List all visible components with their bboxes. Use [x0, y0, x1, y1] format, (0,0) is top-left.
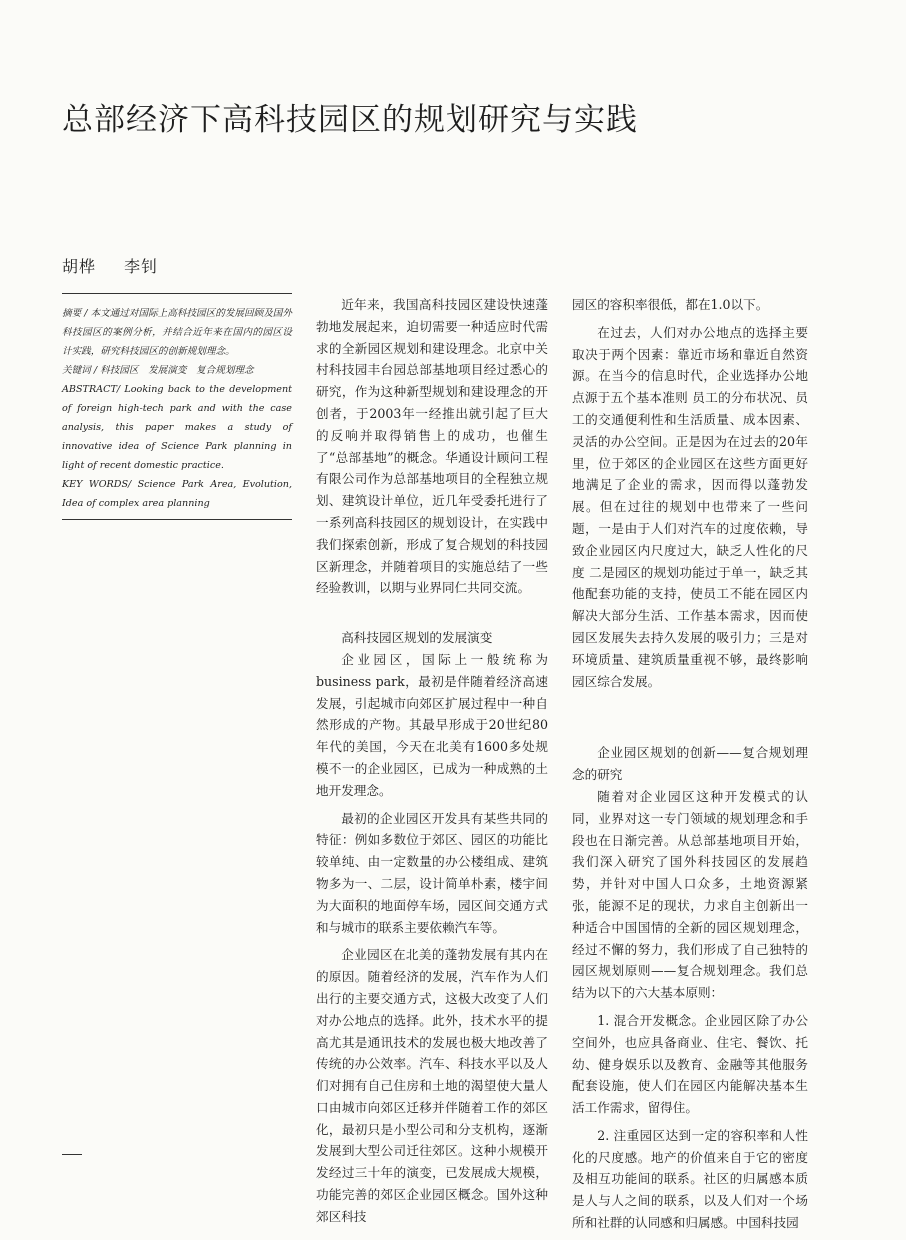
intro-paragraph: 近年来，我国高科技园区建设快速蓬勃地发展起来，迫切需要一种适应时代需求的全新园区规划和建设理念。北京中关村科技园丰台园总部基地项目经过悉心的研究，作为这种新型规划和建设理念的开创者，于2003年一经推出就引起了巨大的反响并取得销售上的成功，也催生了“总部基地”的概念。华通设计顾问工程有限公司作为总部基地项目的全程独立规划、建筑设计单位，近几年受委托进行了一系列高科技园区的规划设计，在实践中我们探索创新，形成了复合规划的科技园区新理念，并随着项目的实施总结了一些经验教训，以期与业界同仁共同交流。 [316, 297, 548, 596]
body-paragraph: 企业园区，国际上一般统称为business park，最初是伴随着经济高速发展，引起城市向郊区扩展过程中一种自然形成的产物。其最早形成于20世纪80年代的美国，今天在北美有1600多处规模不一的企业园区，已成为一种成熟的土地开发理念。 [316, 651, 548, 798]
body-paragraph: 最初的企业园区开发具有某些共同的特征：例如多数位于郊区、园区的功能比较单纯、由一定数量的办公楼组成、建筑物多为一、二层，设计简单朴素，楼宇间为大面积的地面停车场，园区间交通方式和与城市的联系主要依赖汽车等。 [316, 810, 548, 935]
body-paragraph: 2. 注重园区达到一定的容积率和人性化的尺度感。地产的价值来自于它的密度及相互功能间的联系。社区的归属感本质是人与人之间的联系，以及人们对一个场所和社群的认同感和归属感。中国科技园 [572, 1127, 808, 1231]
body-paragraph: 企业园区在北美的蓬勃发展有其内在的原因。随着经济的发展，汽车作为人们出行的主要交通方式，这极大改变了人们对办公地点的选择。此外，技术水平的提高尤其是通讯技术的发展也极大地改善了传统的办公效率。汽车、科技水平以及人们对拥有自己住房和土地的渴望使大量人口由城市向郊区迁移并伴随着工作的郊区化，最初只是小型公司和分支机构，逐渐发展到大型公司迁往郊区。这种小规模开发经过三十年的演变，已发展成大规模，功能完善的郊区企业园区概念。国外这种郊区科技 [316, 947, 548, 1224]
author-name: 胡桦 [62, 257, 97, 276]
section-heading: 企业园区规划的创新——复合规划理念的研究 [572, 745, 808, 783]
author-list [62, 254, 180, 277]
abstract-en: ABSTRACT/ Looking back to the development of foreign high-tech park and with the case analysis, this paper makes a study of innovative idea of Science Park planning in light of recent domestic practice. [62, 384, 292, 471]
abstract-box [62, 293, 292, 520]
body-column-2 [316, 294, 548, 1234]
body-column-3 [572, 294, 808, 1240]
section-heading: 高科技园区规划的发展演变 [341, 630, 493, 646]
body-paragraph: 在过去，人们对办公地点的选择主要取决于两个因素：靠近市场和靠近自然资源。在当今的信息时代，企业选择办公地点源于五个基本准则 员工的分布状况、员工的交通便利性和生活质量、成本因素、灵活的办公空间。正是因为在过去的20年里，位于郊区的企业园区在这些方面更好地满足了企业的需求，因而得以蓬勃发展。但在过往的规划中也带来了一些问题，一是由于人们对汽车的过度依赖，导致企业园区内尺度过大，缺乏人性化的尺度 二是园区的规划功能过于单一，缺乏其他配套功能的支持，使员工不能在园区内解决大部分生活、工作基本需求，因而使园区发展失去持久发展的吸引力；三是对环境质量、建筑质量重视不够，最终影响园区综合发展。 [572, 324, 808, 689]
footer-rule [62, 1154, 82, 1155]
author-name: 李钊 [124, 257, 159, 276]
body-paragraph: 随着对企业园区这种开发模式的认同，业界对这一专门领域的规划理念和手段也在日渐完善。从总部基地项目开始，我们深入研究了国外科技园区的发展趋势，并针对中国人口众多，土地资源紧张，能源不足的现状，力求自主创新出一种适合中国国情的全新的园区规划理念，经过不懈的努力，我们形成了自己独特的园区规划原则——复合规划理念。我们总结为以下的六大基本原则： [572, 788, 808, 1001]
abstract-cn: 摘要 / 本文通过对国际上高科技园区的发展回顾及国外科技园区的案例分析，并结合近年来在国内的园区设计实践，研究科技园区的创新规划理念。 [62, 308, 292, 357]
continued-paragraph: 园区的容积率很低，都在1.0以下。 [572, 297, 769, 312]
keywords-cn: 关键词 / 科技园区 发展演变 复合规划理念 [62, 365, 254, 376]
keywords-en: KEY WORDS/ Science Park Area, Evolution, Idea of complex area planning [62, 479, 292, 509]
body-paragraph: 1. 混合开发概念。企业园区除了办公空间外，也应具备商业、住宅、餐饮、托幼、健身娱乐以及教育、金融等其他服务配套设施，使人们在园区内能解决基本生活工作需求，留得住。 [572, 1012, 808, 1116]
article-title: 总部经济下高科技园区的规划研究与实践 [62, 102, 638, 138]
